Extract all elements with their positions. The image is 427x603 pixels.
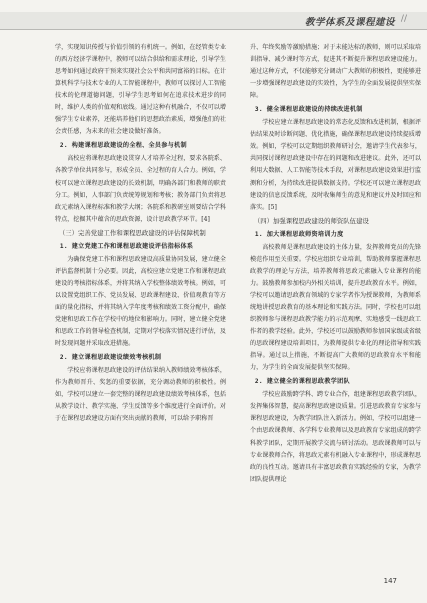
left-column xyxy=(55,42,226,425)
paragraph: 学校应将课程思政建设的评估结果纳入教师绩效考核体系，作为教师晋升、奖惩的重要依据，充分调动教师的积极性。例如，学校可以建立一套完整的课程思政建设绩效考核体系，包括从教学设计、教学实施、学生反馈等多个维度进行全面评价。对于在课程思政建设方面有突出贡献的教师，可以给予职称晋 xyxy=(55,367,226,423)
page-number: 147 xyxy=(383,577,397,585)
paragraph: 升、年终奖励等激励措施；对于未能达标的教师，则可以采取培训指导、减少课时等方式，促进其不断提升课程思政建设能力。通过这种方式，不仅能够充分调动广大教师的积极性，更能够进一步增强课程思政建设的实效性，为学生的全面发展提供坚实保障。 xyxy=(250,44,421,100)
running-header xyxy=(0,0,427,40)
paragraph: 学，实现知识传授与价值引领的有机统一。例如，在经管类专业的西方经济学课程中，教师可以结合供给和需求理论，引导学生思考如何通过政府干预来实现社会公平和共同富裕的目标。在计算机科学与技术专业的人工智能课程中，教师可以探讨人工智能技术的伦理道德问题，引导学生思考如何在追求技术进步的同时，维护人类的价值观和底线。通过这种有机融合，不仅可以增强学生专业素养，还能培养他们的思想政治素质，增强他们的社会责任感，为未来的社会建设做好准备。 xyxy=(55,44,226,136)
paragraph: 高校教师是课程思政建设的主体力量，发挥教师党员的先锋模范作用至关重要。学校应组织专业培训，帮助教师掌握课程思政教学的理论与方法，培养教师将思政元素融入专业课程的能力。鼓励教师参加校内外相关培训，提升思政教育水平。例如，学校可以邀请思政教育领域的专家学者作为授课教师，为教师系统地讲授思政教育的基本理论和实践方法。同时，学校也可以组织教师参与课程思政教学能力的示范观摩、实地感受一线思政工作者的教学经验。此外，学校还可以鼓励教师参加国家级或省级的思政课程建设培训项目，为教师提供专业化的理论指导和实践指导。通过以上措施，不断提高广大教师的思政教育水平和能力，为学生的全面发展提供坚实保障。 xyxy=(250,243,421,372)
header-title: 教学体系及课程建设 xyxy=(304,17,395,28)
right-column xyxy=(250,42,421,486)
section-heading: （四）加强课程思政建设的师资队伍建设 xyxy=(253,216,369,225)
paragraph: 学校应鼓励跨学科、跨专业合作，组建课程思政教学团队，发挥集体智慧，提高课程思政建设质量。引进思政教育专家参与课程思政建设，为教学团队注入新活力。例如，学校可以组建一个由思政课教师、各学科专业教师以及思政教育专家组成的跨学科教学团队，定期开展教学交流与研讨活动。思政课教师可以与专业课教师合作，将思政元素有机融入专业课程中，形成课程思政的良性互动。邀请具有丰富思政教育实践经验的专家，为教学团队提供理论 xyxy=(250,391,421,483)
subsection-heading: 1. 建立党建工作和课程思政建设评估指标体系 xyxy=(59,242,194,250)
subsection-heading: 1. 加大课程思政师资培训力度 xyxy=(254,230,344,238)
subsection-heading: 2. 建立健全的课程思政教学团队 xyxy=(254,378,350,386)
paragraph: 为确保党建工作和课程思政建设高质量协同发展，建立健全评估监督机制十分必要。因此，高校应建立党建工作和课程思政建设的考核指标体系，并将其纳入学校整体绩效考核。例如，可以设置党组织工作、党员发展、思政课程建设、价值观教育等方面的量化指标，并将其纳入学年度考核和绩效工资分配中，确保党建和思政工作在学校中的地位和影响力。同时，建立健全党建和思政工作的督导检查机制，定期对学校落实情况进行评估，及时发现问题并采取改进措施。 xyxy=(55,255,226,348)
paragraph: 学校应建立课程思政建设的常态化反馈和改进机制，根据评估结果及时诊断问题、优化措施，确保课程思政建设持续提质增效。例如，学校可以定期组织教师研讨会，邀请学生代表参与，共同探讨课程思政建设中存在的问题和改进建议。此外，还可以利用大数据、人工智能等技术手段，对课程思政建设效果进行监测和分析，为持续改进提供数据支持。学校还可以建立课程思政建设的信息反馈系统，及时收集师生的意见和建议并及时回应和落实。[5] xyxy=(250,119,421,211)
subsection-heading: 2. 构建课程思政建设的全程、全员参与机制 xyxy=(59,142,187,150)
section-heading: （三）完善党建工作和课程思政建设的评估保障机制 xyxy=(58,228,206,237)
paragraph: 高校应将课程思政建设贯穿人才培养全过程，要求各院系、各教学单位共同参与，形成全员、全过程的育人合力。例如，学校可以建立课程思政建设的长效机制，明确各部门和教师的职责分工。例如，人事部门负责统筹规划和考核；教务部门负责将思政元素纳入课程标准和教学大纲；各院系和教研室则要结合学科特点，挖掘其中蕴含的思政资源，设计思政教学环节。[4] xyxy=(55,155,226,223)
subsection-heading: 3. 健全课程思政建设的持续改进机制 xyxy=(254,106,363,114)
header-slashes: // xyxy=(400,14,407,24)
subsection-heading: 2. 建立课程思政建设绩效考核机制 xyxy=(59,354,162,362)
